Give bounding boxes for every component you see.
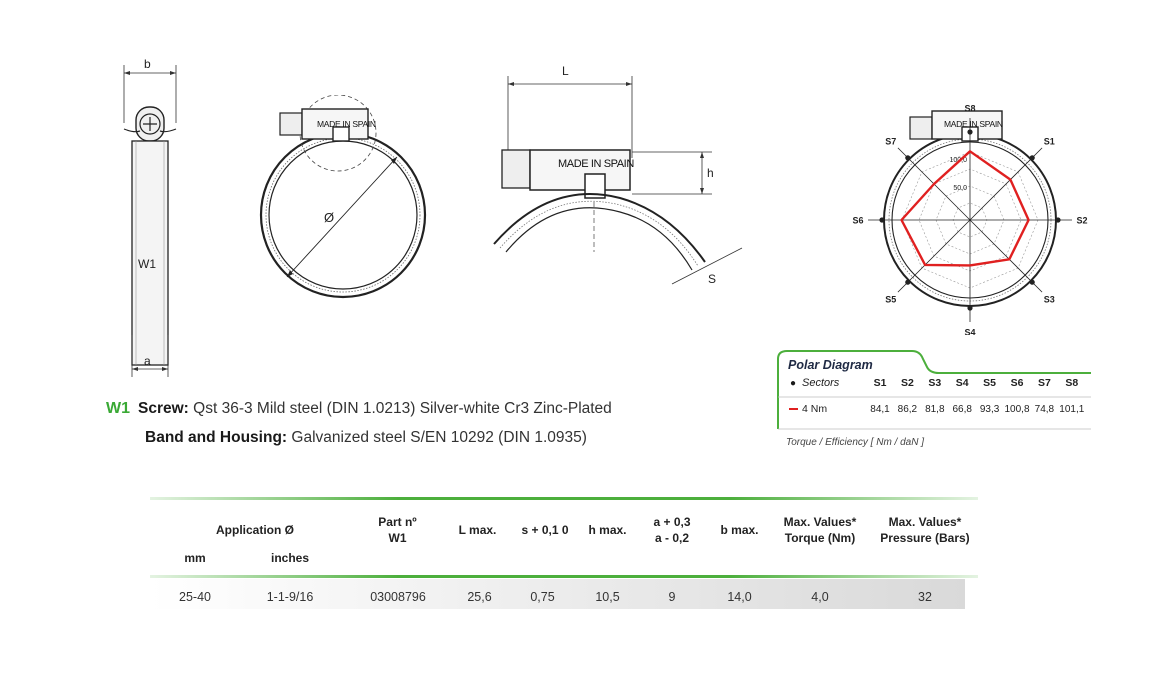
cell-pressure: 32 [918, 590, 932, 604]
cell-h-max: 10,5 [595, 590, 620, 604]
cell-part-no: 03008796 [370, 590, 426, 604]
sector-header-s7: S7 [1037, 377, 1051, 389]
sector-value-s6: 100,8 [1004, 404, 1030, 415]
radar-label-s6: S6 [852, 215, 864, 226]
header-application: Application Ø [216, 523, 294, 537]
polar-view-stamp: MADE IN SPAIN [944, 119, 1003, 129]
sector-header-s5: S5 [983, 377, 997, 389]
radar-label-s1: S1 [1043, 136, 1055, 147]
radar-label-s8: S8 [964, 103, 976, 114]
cell-l-max: 25,6 [467, 590, 492, 604]
sector-value-s4: 66,8 [952, 404, 972, 415]
polar-diagram-title: Polar Diagram [788, 358, 873, 372]
radar-marker-s4 [967, 305, 972, 310]
polar-caption: Torque / Efficiency [ Nm / daN ] [786, 437, 925, 448]
cell-a: 9 [668, 590, 676, 604]
radar-label-s4: S4 [964, 327, 976, 335]
radar-marker-s7 [905, 155, 910, 160]
header-pressure-line2: Pressure (Bars) [880, 531, 970, 545]
header-part-no-line2: W1 [388, 531, 407, 545]
sector-value-s2: 86,2 [897, 404, 918, 415]
dimension-s-label: S [708, 272, 717, 286]
sector-value-s5: 93,3 [979, 404, 1000, 415]
series-label: 4 Nm [802, 403, 828, 415]
header-torque-line2: Torque (Nm) [784, 531, 856, 545]
sector-header-s1: S1 [873, 377, 887, 389]
screw-label: Screw: [138, 400, 189, 417]
header-b-max: b max. [720, 523, 759, 537]
radar-label-s2: S2 [1076, 215, 1088, 226]
header-a-line2: a - 0,2 [654, 531, 690, 545]
screw-spec [106, 400, 612, 418]
sector-header-s4: S4 [955, 377, 969, 389]
sectors-label: Sectors [802, 377, 840, 389]
sector-header-s2: S2 [900, 377, 914, 389]
radar-marker-s1 [1030, 155, 1035, 160]
sector-header-s3: S3 [928, 377, 942, 389]
header-a [644, 514, 700, 546]
sector-value-s3: 81,8 [925, 404, 945, 415]
cell-b-max: 14,0 [727, 590, 752, 604]
header-h-max: h max. [588, 523, 627, 537]
radar-marker-s3 [1030, 280, 1035, 285]
band-value: Galvanized steel S/EN 10292 (DIN 1.0935) [291, 429, 587, 446]
radar-ring-label-mid: 50,0 [953, 185, 967, 192]
sector-value-s1: 84,1 [870, 404, 890, 415]
series-swatch [789, 408, 798, 410]
header-pressure [875, 514, 975, 546]
radar-marker-s8 [967, 129, 972, 134]
dimension-w1-label: W1 [138, 257, 156, 271]
header-pressure-line1: Max. Values* [888, 515, 962, 529]
header-s: s + 0,1 0 [521, 523, 569, 537]
radar-marker-s5 [905, 280, 910, 285]
dimension-diameter-label: Ø [324, 210, 335, 225]
band-label: Band and Housing: [145, 429, 288, 446]
header-torque-line1: Max. Values* [783, 515, 857, 529]
header-mm: mm [184, 551, 206, 565]
radar-marker-s2 [1055, 217, 1060, 222]
header-part-no [360, 514, 435, 546]
radar-label-s3: S3 [1043, 294, 1055, 305]
sector-header-s8: S8 [1065, 377, 1079, 389]
screw-value: Qst 36-3 Mild steel (DIN 1.0213) Silver-white Cr3 Zinc-Plated [193, 400, 612, 417]
dimension-l-label: L [562, 64, 569, 78]
header-part-no-line1: Part nº [378, 515, 417, 529]
header-l-max: L max. [458, 523, 497, 537]
dimension-b-label: b [144, 57, 151, 71]
dimension-h-label: h [707, 166, 714, 180]
header-inches: inches [270, 551, 309, 565]
polar-view-drawing [850, 75, 1090, 335]
header-a-line1: a + 0,3 [653, 515, 691, 529]
radar-ring-label-max: 100,0 [949, 157, 967, 164]
band-spec [145, 429, 587, 447]
dimension-a-label: a [144, 354, 151, 368]
radar-marker-s6 [879, 217, 884, 222]
cell-mm: 25-40 [179, 590, 211, 604]
w1-tag: W1 [106, 400, 130, 417]
sector-header-s6: S6 [1010, 377, 1024, 389]
sector-value-s7: 74,8 [1034, 404, 1055, 415]
side-view-drawing [110, 55, 190, 380]
cell-inches: 1-1-9/16 [266, 590, 314, 604]
cell-s: 0,75 [530, 590, 555, 604]
radar-label-s7: S7 [885, 136, 897, 147]
profile-view-stamp: MADE IN SPAIN [558, 158, 634, 170]
sector-value-s8: 101,1 [1059, 404, 1085, 415]
radar-label-s5: S5 [885, 294, 897, 305]
cell-torque: 4,0 [811, 590, 829, 604]
sectors-bullet: ● [790, 378, 797, 389]
header-torque [775, 514, 865, 546]
front-view-stamp: MADE IN SPAIN [317, 119, 376, 129]
